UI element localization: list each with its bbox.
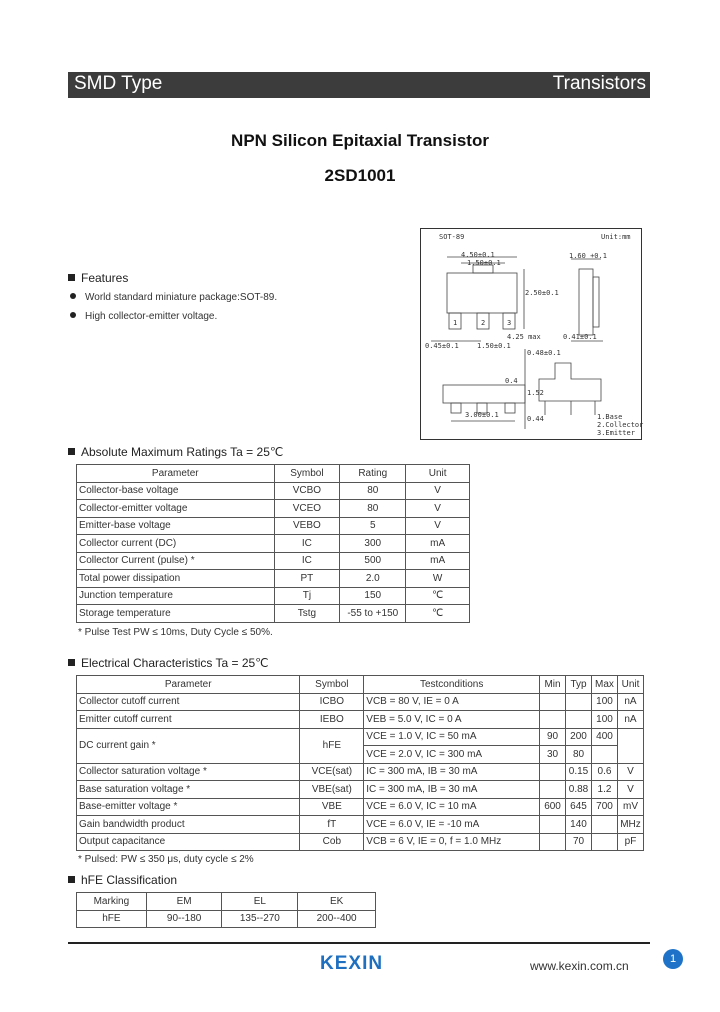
table-row (77, 728, 644, 746)
parameter-cell: Output capacitance (77, 833, 300, 851)
symbol-cell: VBE(sat) (300, 781, 364, 799)
dim-label: 0.44 (527, 415, 544, 423)
header-category: SMD Type (74, 73, 163, 94)
header-cell: Max (592, 676, 618, 694)
symbol-cell: PT (274, 570, 340, 588)
typ-cell (566, 711, 592, 729)
elec-footnote: * Pulsed: PW ≤ 350 μs, duty cycle ≤ 2% (78, 854, 254, 865)
feature-item (70, 292, 277, 303)
unit-cell: V (406, 517, 470, 535)
unit-cell: MHz (617, 816, 643, 834)
pin-number: 2 (481, 319, 486, 327)
hfe-class-table (76, 892, 376, 928)
table-row (77, 798, 644, 816)
condition-cell: VCE = 6.0 V, IE = -10 mA (364, 816, 540, 834)
page-number-badge: 1 (663, 949, 683, 969)
condition-cell: VCB = 6 V, IE = 0, f = 1.0 MHz (364, 833, 540, 851)
symbol-cell: IC (274, 552, 340, 570)
unit-cell: ℃ (406, 587, 470, 605)
max-cell: 100 (592, 711, 618, 729)
table-row (77, 693, 644, 711)
dim-label: 0.45±0.1 (425, 342, 459, 350)
package-outline-drawing (420, 228, 642, 440)
parameter-cell: Storage temperature (77, 605, 275, 623)
unit-cell: ℃ (406, 605, 470, 623)
pin-number: 1 (453, 319, 458, 327)
dim-label: 0.4 (505, 377, 518, 385)
symbol-cell: fT (300, 816, 364, 834)
condition-cell: VEB = 5.0 V, IC = 0 A (364, 711, 540, 729)
table-header-row (77, 465, 470, 483)
abs-max-table (76, 464, 470, 623)
pin-legend: 2.Collector (597, 421, 644, 429)
abs-max-heading (68, 445, 283, 459)
max-cell: 1.2 (592, 781, 618, 799)
max-cell (592, 833, 618, 851)
typ-cell: 140 (566, 816, 592, 834)
typ-cell (566, 693, 592, 711)
typ-cell: 70 (566, 833, 592, 851)
hfe-range-cell: 90--180 (146, 910, 222, 928)
parameter-cell: Emitter-base voltage (77, 517, 275, 535)
pin-legend: 3.Emitter (597, 429, 635, 437)
feature-text: World standard miniature package:SOT-89. (85, 292, 278, 303)
header-cell: Unit (617, 676, 643, 694)
feature-text: High collector-emitter voltage. (85, 311, 218, 322)
rating-cell: 80 (340, 482, 406, 500)
abs-max-heading-text: Absolute Maximum Ratings Ta = 25℃ (81, 445, 284, 459)
parameter-cell: Collector cutoff current (77, 693, 300, 711)
header-cell: Rating (340, 465, 406, 483)
max-cell (592, 746, 618, 764)
dim-label: 0.48±0.1 (527, 349, 561, 357)
min-cell (540, 816, 566, 834)
dim-label: 4.25 max (507, 333, 541, 341)
table-row (77, 587, 470, 605)
min-cell (540, 711, 566, 729)
unit-cell: W (406, 570, 470, 588)
website-url: www.kexin.com.cn (530, 959, 629, 973)
min-cell (540, 781, 566, 799)
parameter-cell: DC current gain * (77, 728, 300, 763)
rating-cell: 5 (340, 517, 406, 535)
typ-cell: 0.15 (566, 763, 592, 781)
table-row (77, 893, 376, 911)
kexin-logo: KEXIN (320, 953, 384, 974)
symbol-cell: VEBO (274, 517, 340, 535)
symbol-cell: VCEO (274, 500, 340, 518)
unit-cell: mA (406, 535, 470, 553)
min-cell (540, 763, 566, 781)
unit-cell: nA (617, 693, 643, 711)
unit-cell (617, 728, 643, 763)
typ-cell: 80 (566, 746, 592, 764)
dim-label: 4.50±0.1 (461, 251, 495, 259)
table-row (77, 482, 470, 500)
header-cell: Parameter (77, 465, 275, 483)
dim-label: 1.60 +0.1 (569, 252, 607, 260)
hfe-range-cell: 135--270 (222, 910, 298, 928)
unit-cell: pF (617, 833, 643, 851)
pin-number: 3 (507, 319, 512, 327)
min-cell (540, 693, 566, 711)
parameter-cell: Collector saturation voltage * (77, 763, 300, 781)
table-row (77, 781, 644, 799)
max-cell: 400 (592, 728, 618, 746)
symbol-cell: ICBO (300, 693, 364, 711)
unit-cell: nA (617, 711, 643, 729)
abs-max-footnote: * Pulse Test PW ≤ 10ms, Duty Cycle ≤ 50%. (78, 627, 273, 638)
marking-cell: EL (222, 893, 298, 911)
hfe-class-heading-text: hFE Classification (81, 873, 178, 887)
header-cell: Symbol (274, 465, 340, 483)
dot-bullet-icon (70, 312, 76, 318)
symbol-cell: Tj (274, 587, 340, 605)
typ-cell: 200 (566, 728, 592, 746)
rating-cell: 300 (340, 535, 406, 553)
table-row (77, 763, 644, 781)
symbol-cell: IEBO (300, 711, 364, 729)
min-cell: 30 (540, 746, 566, 764)
hfe-class-heading (68, 873, 177, 887)
parameter-cell: Base-emitter voltage * (77, 798, 300, 816)
max-cell: 700 (592, 798, 618, 816)
max-cell (592, 816, 618, 834)
condition-cell: VCE = 1.0 V, IC = 50 mA (364, 728, 540, 746)
package-name: SOT-89 (439, 233, 465, 241)
square-bullet-icon (68, 448, 75, 455)
hfe-label-cell: hFE (77, 910, 147, 928)
parameter-cell: Collector-base voltage (77, 482, 275, 500)
package-unit: Unit:mm (601, 233, 631, 241)
dim-label: 0.41±0.1 (563, 333, 597, 341)
marking-cell: EK (298, 893, 376, 911)
part-number: 2SD1001 (324, 166, 396, 185)
table-row (77, 816, 644, 834)
square-bullet-icon (68, 876, 75, 883)
condition-cell: IC = 300 mA, IB = 30 mA (364, 763, 540, 781)
rating-cell: 500 (340, 552, 406, 570)
symbol-cell: VBE (300, 798, 364, 816)
parameter-cell: Gain bandwidth product (77, 816, 300, 834)
table-row (77, 535, 470, 553)
header-cell: Testconditions (364, 676, 540, 694)
rating-cell: 150 (340, 587, 406, 605)
hfe-range-cell: 200--400 (298, 910, 376, 928)
typ-cell: 645 (566, 798, 592, 816)
dim-label: 1.50±0.1 (467, 259, 501, 267)
symbol-cell: Cob (300, 833, 364, 851)
table-row (77, 500, 470, 518)
min-cell: 90 (540, 728, 566, 746)
table-row (77, 711, 644, 729)
dim-label: 2.50±0.1 (525, 289, 559, 297)
symbol-cell: VCBO (274, 482, 340, 500)
table-row (77, 833, 644, 851)
header-cell: Parameter (77, 676, 300, 694)
header-cell: Unit (406, 465, 470, 483)
elec-heading (68, 656, 269, 670)
elec-heading-text: Electrical Characteristics Ta = 25℃ (81, 656, 269, 670)
header-cell: Min (540, 676, 566, 694)
dim-label: 1.50±0.1 (477, 342, 511, 350)
symbol-cell: hFE (300, 728, 364, 763)
table-row (77, 552, 470, 570)
unit-cell: V (617, 763, 643, 781)
symbol-cell: IC (274, 535, 340, 553)
table-row (77, 517, 470, 535)
rating-cell: 80 (340, 500, 406, 518)
marking-label-cell: Marking (77, 893, 147, 911)
condition-cell: VCE = 2.0 V, IC = 300 mA (364, 746, 540, 764)
parameter-cell: Total power dissipation (77, 570, 275, 588)
parameter-cell: Junction temperature (77, 587, 275, 605)
parameter-cell: Collector Current (pulse) * (77, 552, 275, 570)
unit-cell: V (406, 500, 470, 518)
square-bullet-icon (68, 274, 75, 281)
rating-cell: 2.0 (340, 570, 406, 588)
table-row (77, 570, 470, 588)
table-row (77, 910, 376, 928)
footer-divider (68, 942, 650, 944)
unit-cell: mV (617, 798, 643, 816)
typ-cell: 0.88 (566, 781, 592, 799)
max-cell: 0.6 (592, 763, 618, 781)
rating-cell: -55 to +150 (340, 605, 406, 623)
min-cell (540, 833, 566, 851)
condition-cell: IC = 300 mA, IB = 30 mA (364, 781, 540, 799)
max-cell: 100 (592, 693, 618, 711)
table-row (77, 605, 470, 623)
table-header-row (77, 676, 644, 694)
header-cell: Symbol (300, 676, 364, 694)
parameter-cell: Base saturation voltage * (77, 781, 300, 799)
header-cell: Typ (566, 676, 592, 694)
condition-cell: VCB = 80 V, IE = 0 A (364, 693, 540, 711)
marking-cell: EM (146, 893, 222, 911)
features-heading-text: Features (81, 271, 129, 285)
pin-legend: 1.Base (597, 413, 623, 421)
elec-table (76, 675, 644, 851)
symbol-cell: VCE(sat) (300, 763, 364, 781)
dot-bullet-icon (70, 293, 76, 299)
features-heading (68, 271, 128, 285)
dim-label: 1.52 (527, 389, 544, 397)
header-product-type: Transistors (552, 73, 646, 94)
symbol-cell: Tstg (274, 605, 340, 623)
header-bar (68, 72, 650, 98)
unit-cell: V (617, 781, 643, 799)
feature-item (70, 311, 217, 322)
min-cell: 600 (540, 798, 566, 816)
document-title: NPN Silicon Epitaxial Transistor (231, 131, 489, 150)
unit-cell: V (406, 482, 470, 500)
parameter-cell: Collector-emitter voltage (77, 500, 275, 518)
square-bullet-icon (68, 659, 75, 666)
parameter-cell: Collector current (DC) (77, 535, 275, 553)
unit-cell: mA (406, 552, 470, 570)
parameter-cell: Emitter cutoff current (77, 711, 300, 729)
dim-label: 3.00±0.1 (465, 411, 499, 419)
condition-cell: VCE = 6.0 V, IC = 10 mA (364, 798, 540, 816)
